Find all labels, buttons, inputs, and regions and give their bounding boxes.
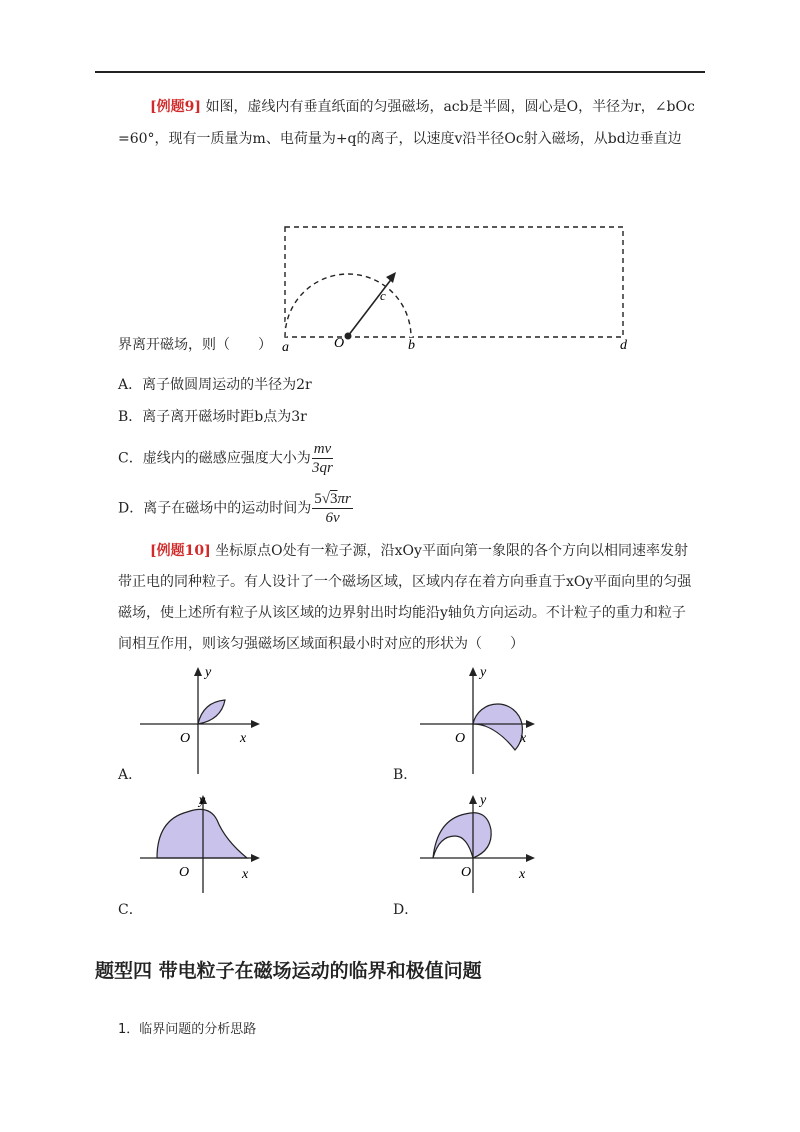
ex10-text-1: 坐标原点O处有一粒子源，沿xOy平面向第一象限的各个方向以相同速率发射	[215, 543, 688, 559]
choice-d-label: D．	[393, 902, 419, 918]
axis-x-b: x	[520, 731, 527, 746]
ex9-option-a: A．离子做圆周运动的半径为2r	[118, 377, 312, 393]
choice-c-figure	[135, 790, 265, 895]
choice-a-figure	[135, 662, 265, 777]
label-d: d	[620, 338, 627, 353]
num-radicand: 3	[329, 491, 338, 507]
label-c: c	[380, 288, 386, 303]
arrow-head	[386, 272, 396, 283]
choice-c-label: C．	[118, 902, 143, 918]
ex10-tag: [例题10]	[150, 543, 211, 559]
option-d-text: D．离子在磁场中的运动时间为	[118, 500, 312, 517]
axis-y-b: y	[480, 665, 487, 680]
axis-y-a: y	[205, 665, 212, 680]
axis-o-c: O	[179, 865, 190, 880]
ex9-line2: =60°，现有一质量为m、电荷量为+q的离子，以速度v沿半径Oc射入磁场，从bd边垂直边	[118, 131, 682, 147]
shaded-region-c	[157, 809, 247, 858]
num-coeff: 5	[314, 491, 322, 507]
choice-a-label: A．	[118, 767, 143, 783]
top-rule	[95, 71, 705, 73]
axis-o-d: O	[461, 865, 472, 880]
axis-y-c: y	[199, 793, 206, 808]
ex9-line3: 界离开磁场，则（ ）	[118, 337, 272, 353]
ex9-line1	[150, 92, 710, 122]
magnetic-field-boundary	[285, 227, 623, 337]
ex10-line4: 间相互作用，则该匀强磁场区域面积最小时对应的形状为（ ）	[118, 636, 524, 652]
fraction-c-num: mv	[313, 441, 332, 457]
axis-o-a: O	[180, 731, 191, 746]
choice-b-label: B．	[393, 767, 418, 783]
fraction-d-num: 5√3πr	[314, 491, 351, 507]
fraction-c-den: 3qr	[312, 460, 333, 476]
axis-y-d: y	[480, 793, 487, 808]
choice-b-figure	[415, 662, 545, 777]
axis-o-b: O	[455, 731, 466, 746]
shaded-region-a	[198, 700, 225, 724]
num-rest: πr	[337, 491, 351, 507]
axis-x-c: x	[242, 867, 249, 882]
ex9-tag: [例题9]	[150, 99, 201, 115]
shaded-region-b	[473, 704, 522, 750]
ex9-option-c	[118, 440, 333, 477]
velocity-arrow	[348, 277, 393, 336]
section-title: 题型四 带电粒子在磁场运动的临界和极值问题	[95, 960, 482, 982]
label-o: O	[334, 336, 345, 351]
axis-x-a: x	[240, 731, 247, 746]
semicircle-acb	[285, 274, 411, 337]
ex10-line1	[150, 536, 710, 566]
shaded-region-d	[433, 813, 491, 858]
ex10-line3: 磁场，使上述所有粒子从该区域的边界射出时均能沿y轴负方向运动。不计粒子的重力和粒子	[118, 605, 686, 621]
fraction-c	[312, 440, 334, 477]
option-c-text: C．虚线内的磁感应强度大小为	[118, 450, 311, 467]
label-b: b	[408, 338, 415, 353]
label-a: a	[282, 340, 289, 355]
choice-d-figure	[415, 790, 545, 895]
section-item-1: 1．临界问题的分析思路	[118, 1022, 257, 1037]
ex9-text-1: 如图，虚线内有垂直纸面的匀强磁场，acb是半圆，圆心是O，半径为r，∠bOc	[205, 99, 695, 115]
ex9-option-b: B．离子离开磁场时距b点为3r	[118, 409, 307, 425]
ex10-line2: 带正电的同种粒子。有人设计了一个磁场区域，区域内存在着方向垂直于xOy平面向里的匀强	[118, 574, 692, 590]
axis-x-d: x	[519, 867, 526, 882]
fraction-d-den: 6v	[325, 510, 340, 526]
ex9-option-d	[118, 490, 353, 527]
ex9-figure	[270, 215, 640, 355]
fraction-d	[312, 490, 353, 527]
